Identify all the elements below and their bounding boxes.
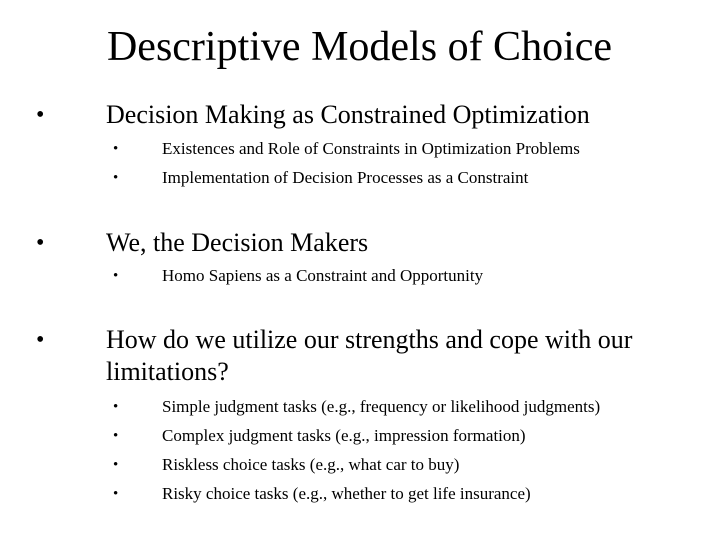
section-heading: Decision Making as Constrained Optimization (106, 100, 590, 129)
slide-title: Descriptive Models of Choice (106, 24, 613, 70)
sub-item: Riskless choice tasks (e.g., what car to buy) (162, 455, 460, 474)
sub-bullet-icon: • (113, 399, 119, 415)
section-heading: How do we utilize our strengths and cope with our limitations? (106, 325, 633, 386)
sub-bullet-icon: • (113, 170, 119, 186)
bullet-icon: • (36, 102, 45, 128)
sub-bullet-icon: • (113, 486, 119, 502)
sub-bullet-icon: • (113, 457, 119, 473)
sub-bullet-icon: • (113, 268, 119, 284)
bullet-icon: • (36, 327, 45, 353)
sub-item: Simple judgment tasks (e.g., frequency or likelihood judgments) (162, 397, 601, 416)
sub-item: Risky choice tasks (e.g., whether to get life insurance) (162, 484, 531, 503)
sub-item: Existences and Role of Constraints in Optimization Problems (162, 139, 580, 158)
sub-item: Complex judgment tasks (e.g., impression formation) (162, 426, 526, 445)
section-heading: We, the Decision Makers (106, 228, 369, 257)
sub-bullet-icon: • (113, 141, 119, 157)
sub-bullet-icon: • (113, 428, 119, 444)
sub-item: Homo Sapiens as a Constraint and Opportunity (162, 266, 484, 285)
bullet-icon: • (36, 230, 45, 256)
sub-item: Implementation of Decision Processes as a Constraint (162, 168, 529, 187)
